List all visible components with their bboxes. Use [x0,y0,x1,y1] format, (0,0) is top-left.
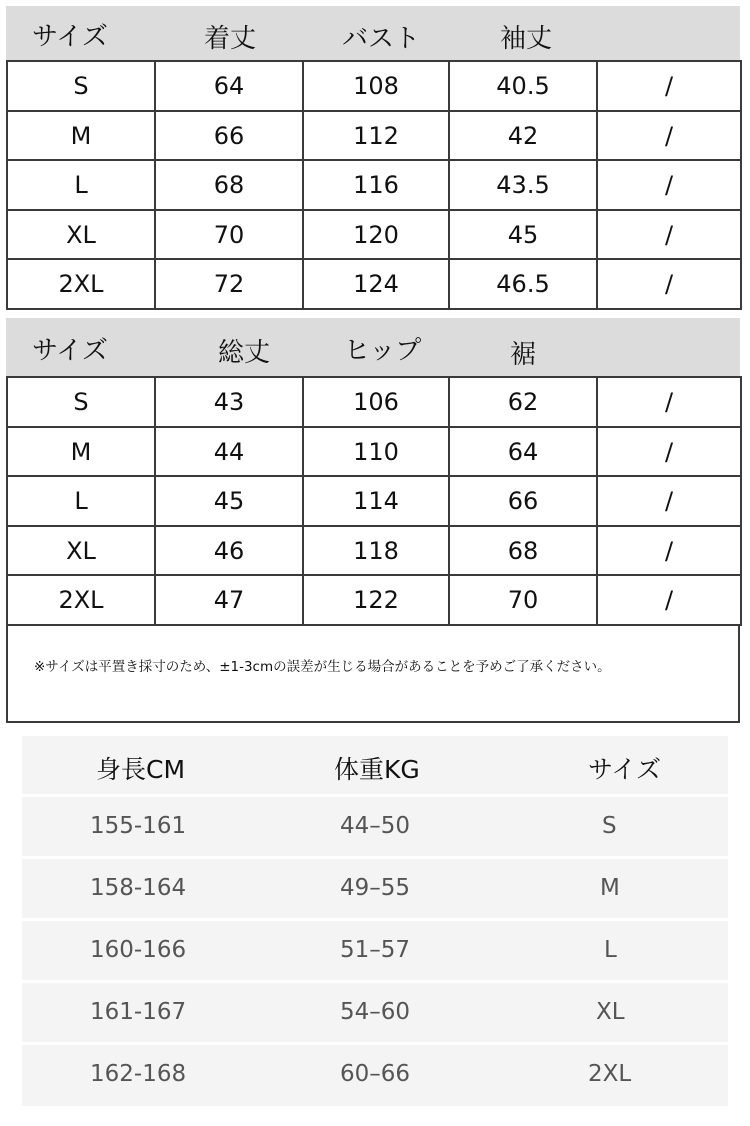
size-cell: L [7,476,155,526]
size-cell: 2XL [7,259,155,309]
table-row [7,377,741,427]
length-cell: 66 [155,111,303,160]
height-cell: 158-164 [90,875,187,901]
table-row [7,210,741,259]
empty-cell: / [597,111,741,160]
empty-cell: / [597,377,741,427]
total-length-cell: 45 [155,476,303,526]
table1-header-size: サイズ [32,22,108,52]
bust-cell: 116 [303,160,449,210]
table-row [7,61,741,111]
length-cell: 72 [155,259,303,309]
size-cell: S [7,61,155,111]
empty-cell: / [597,526,741,575]
bust-cell: 112 [303,111,449,160]
weight-cell: 44–50 [340,813,411,839]
empty-cell: / [597,427,741,476]
empty-cell: / [597,259,741,309]
weight-cell: 51–57 [340,937,411,963]
hem-cell: 66 [449,476,597,526]
size-cell: M [7,111,155,160]
size-cell: XL [7,210,155,259]
height-cell: 161-167 [90,999,187,1025]
table2-header [6,318,740,376]
measurement-note: ※サイズは平置き採寸のため、±1-3cmの誤差が生じる場合があることを予めご了承ください。 [34,659,611,675]
table1-header-length: 着丈 [204,24,257,54]
total-length-cell: 43 [155,377,303,427]
table-row [7,259,741,309]
total-length-cell: 46 [155,526,303,575]
bust-cell: 108 [303,61,449,111]
total-length-cell: 47 [155,575,303,625]
hem-cell: 62 [449,377,597,427]
hem-cell: 70 [449,575,597,625]
table2-header-size: サイズ [32,336,108,366]
size-cell: S [602,813,617,839]
length-cell: 68 [155,160,303,210]
size-cell: L [604,937,617,963]
size-cell: M [600,875,620,901]
size-cell: M [7,427,155,476]
table-row [7,476,741,526]
hip-cell: 118 [303,526,449,575]
sleeve-cell: 42 [449,111,597,160]
size-cell: XL [7,526,155,575]
empty-cell: / [597,160,741,210]
table-row [22,794,728,855]
total-length-cell: 44 [155,427,303,476]
table1-header-sleeve: 袖丈 [500,24,553,54]
table2-header-hip: ヒップ [344,336,422,366]
fit-table-header [22,736,728,794]
table-row [22,918,728,979]
table-row [7,427,741,476]
empty-cell: / [597,61,741,111]
table2-header-total-length: 総丈 [218,338,271,368]
hem-cell: 68 [449,526,597,575]
table-row [7,111,741,160]
sleeve-cell: 40.5 [449,61,597,111]
size-cell: L [7,160,155,210]
hip-cell: 122 [303,575,449,625]
empty-cell: / [597,210,741,259]
height-cell: 155-161 [90,813,187,839]
sleeve-cell: 46.5 [449,259,597,309]
weight-cell: 60–66 [340,1061,411,1087]
hip-cell: 114 [303,476,449,526]
table-row [7,526,741,575]
size-cell: 2XL [588,1061,632,1087]
hip-cell: 106 [303,377,449,427]
fit-guide-table [22,736,728,1106]
hip-cell: 110 [303,427,449,476]
length-cell: 64 [155,61,303,111]
size-cell: 2XL [7,575,155,625]
weight-cell: 54–60 [340,999,411,1025]
weight-cell: 49–55 [340,875,411,901]
table1-body [6,60,742,310]
height-cell: 162-168 [90,1061,187,1087]
empty-cell: / [597,476,741,526]
table2-header-hem: 裾 [510,340,537,370]
size-cell: XL [596,999,625,1025]
length-cell: 70 [155,210,303,259]
table-row [7,575,741,625]
sleeve-cell: 45 [449,210,597,259]
table-row [7,160,741,210]
bust-cell: 120 [303,210,449,259]
fit-header-weight: 体重KG [334,755,420,784]
size-cell: S [7,377,155,427]
table-row [22,980,728,1041]
table-row [22,1042,728,1103]
measurement-note-box [6,625,740,723]
table2-body [6,376,742,626]
table1-header [6,6,740,60]
height-cell: 160-166 [90,937,187,963]
sleeve-cell: 43.5 [449,160,597,210]
fit-header-size: サイズ [588,755,662,784]
bust-cell: 124 [303,259,449,309]
fit-header-height: 身長CM [96,755,186,784]
table-row [22,856,728,917]
table1-header-bust: バスト [342,24,421,54]
hem-cell: 64 [449,427,597,476]
empty-cell: / [597,575,741,625]
